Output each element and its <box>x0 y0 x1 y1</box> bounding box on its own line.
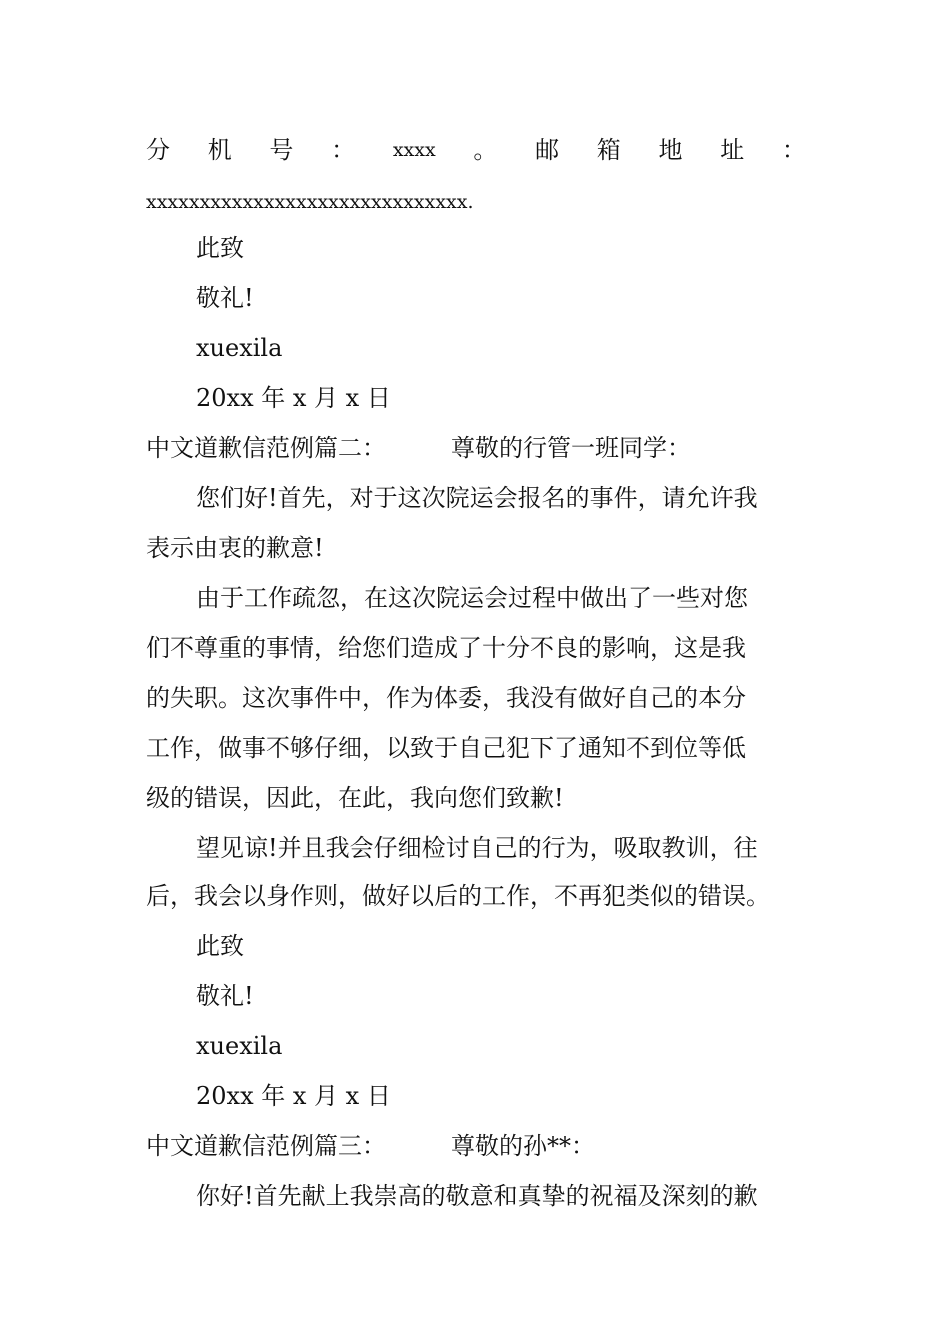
contact-line <box>146 134 806 166</box>
signature: xuexila <box>196 334 283 362</box>
paragraph-line: 你好!首先献上我崇高的敬意和真挚的祝福及深刻的歉 <box>196 1182 758 1210</box>
signature: xuexila <box>196 1032 283 1060</box>
char: xxxx <box>392 139 436 161</box>
char: 址 <box>720 136 745 164</box>
section-heading <box>146 1130 806 1162</box>
section-title: 中文道歉信范例篇三： <box>146 1132 386 1160</box>
paragraph-line: 们不尊重的事情，给您们造成了十分不良的影响，这是我 <box>146 634 746 662</box>
closing-line: 此致 <box>196 234 244 262</box>
char: 箱 <box>596 136 621 164</box>
char: 分 <box>146 136 170 164</box>
paragraph-line: 望见谅!并且我会仔细检讨自己的行为，吸取教训，往 <box>196 834 758 862</box>
salutation: 尊敬的孙**： <box>451 1132 595 1160</box>
char: ： <box>781 136 806 164</box>
char: 。 <box>473 136 498 164</box>
closing-line: 此致 <box>196 932 244 960</box>
paragraph-line: 您们好!首先，对于这次院运会报名的事件，请允许我 <box>196 484 758 512</box>
email-value: xxxxxxxxxxxxxxxxxxxxxxxxxxxxxx. <box>146 191 474 213</box>
paragraph-line: 的失职。这次事件中，作为体委，我没有做好自己的本分 <box>146 684 746 712</box>
section-heading <box>146 432 806 464</box>
paragraph-line: 级的错误，因此，在此，我向您们致歉! <box>146 784 564 812</box>
paragraph-line: 后，我会以身作则，做好以后的工作，不再犯类似的错误。 <box>146 882 770 910</box>
salutation: 尊敬的行管一班同学： <box>451 434 691 462</box>
section-title: 中文道歉信范例篇二： <box>146 434 386 462</box>
char: 地 <box>658 136 683 164</box>
paragraph-line: 由于工作疏忽，在这次院运会过程中做出了一些对您 <box>196 584 748 612</box>
date-line: 20xx 年 x 月 x 日 <box>196 384 391 412</box>
char: 号 <box>269 136 294 164</box>
date-line: 20xx 年 x 月 x 日 <box>196 1082 391 1110</box>
closing-line: 敬礼! <box>196 284 254 312</box>
char: 机 <box>207 136 232 164</box>
closing-line: 敬礼! <box>196 982 254 1010</box>
char: ： <box>331 136 356 164</box>
paragraph-line: 工作，做事不够仔细，以致于自己犯下了通知不到位等低 <box>146 734 746 762</box>
char: 邮 <box>535 136 560 164</box>
paragraph-line: 表示由衷的歉意! <box>146 534 324 562</box>
